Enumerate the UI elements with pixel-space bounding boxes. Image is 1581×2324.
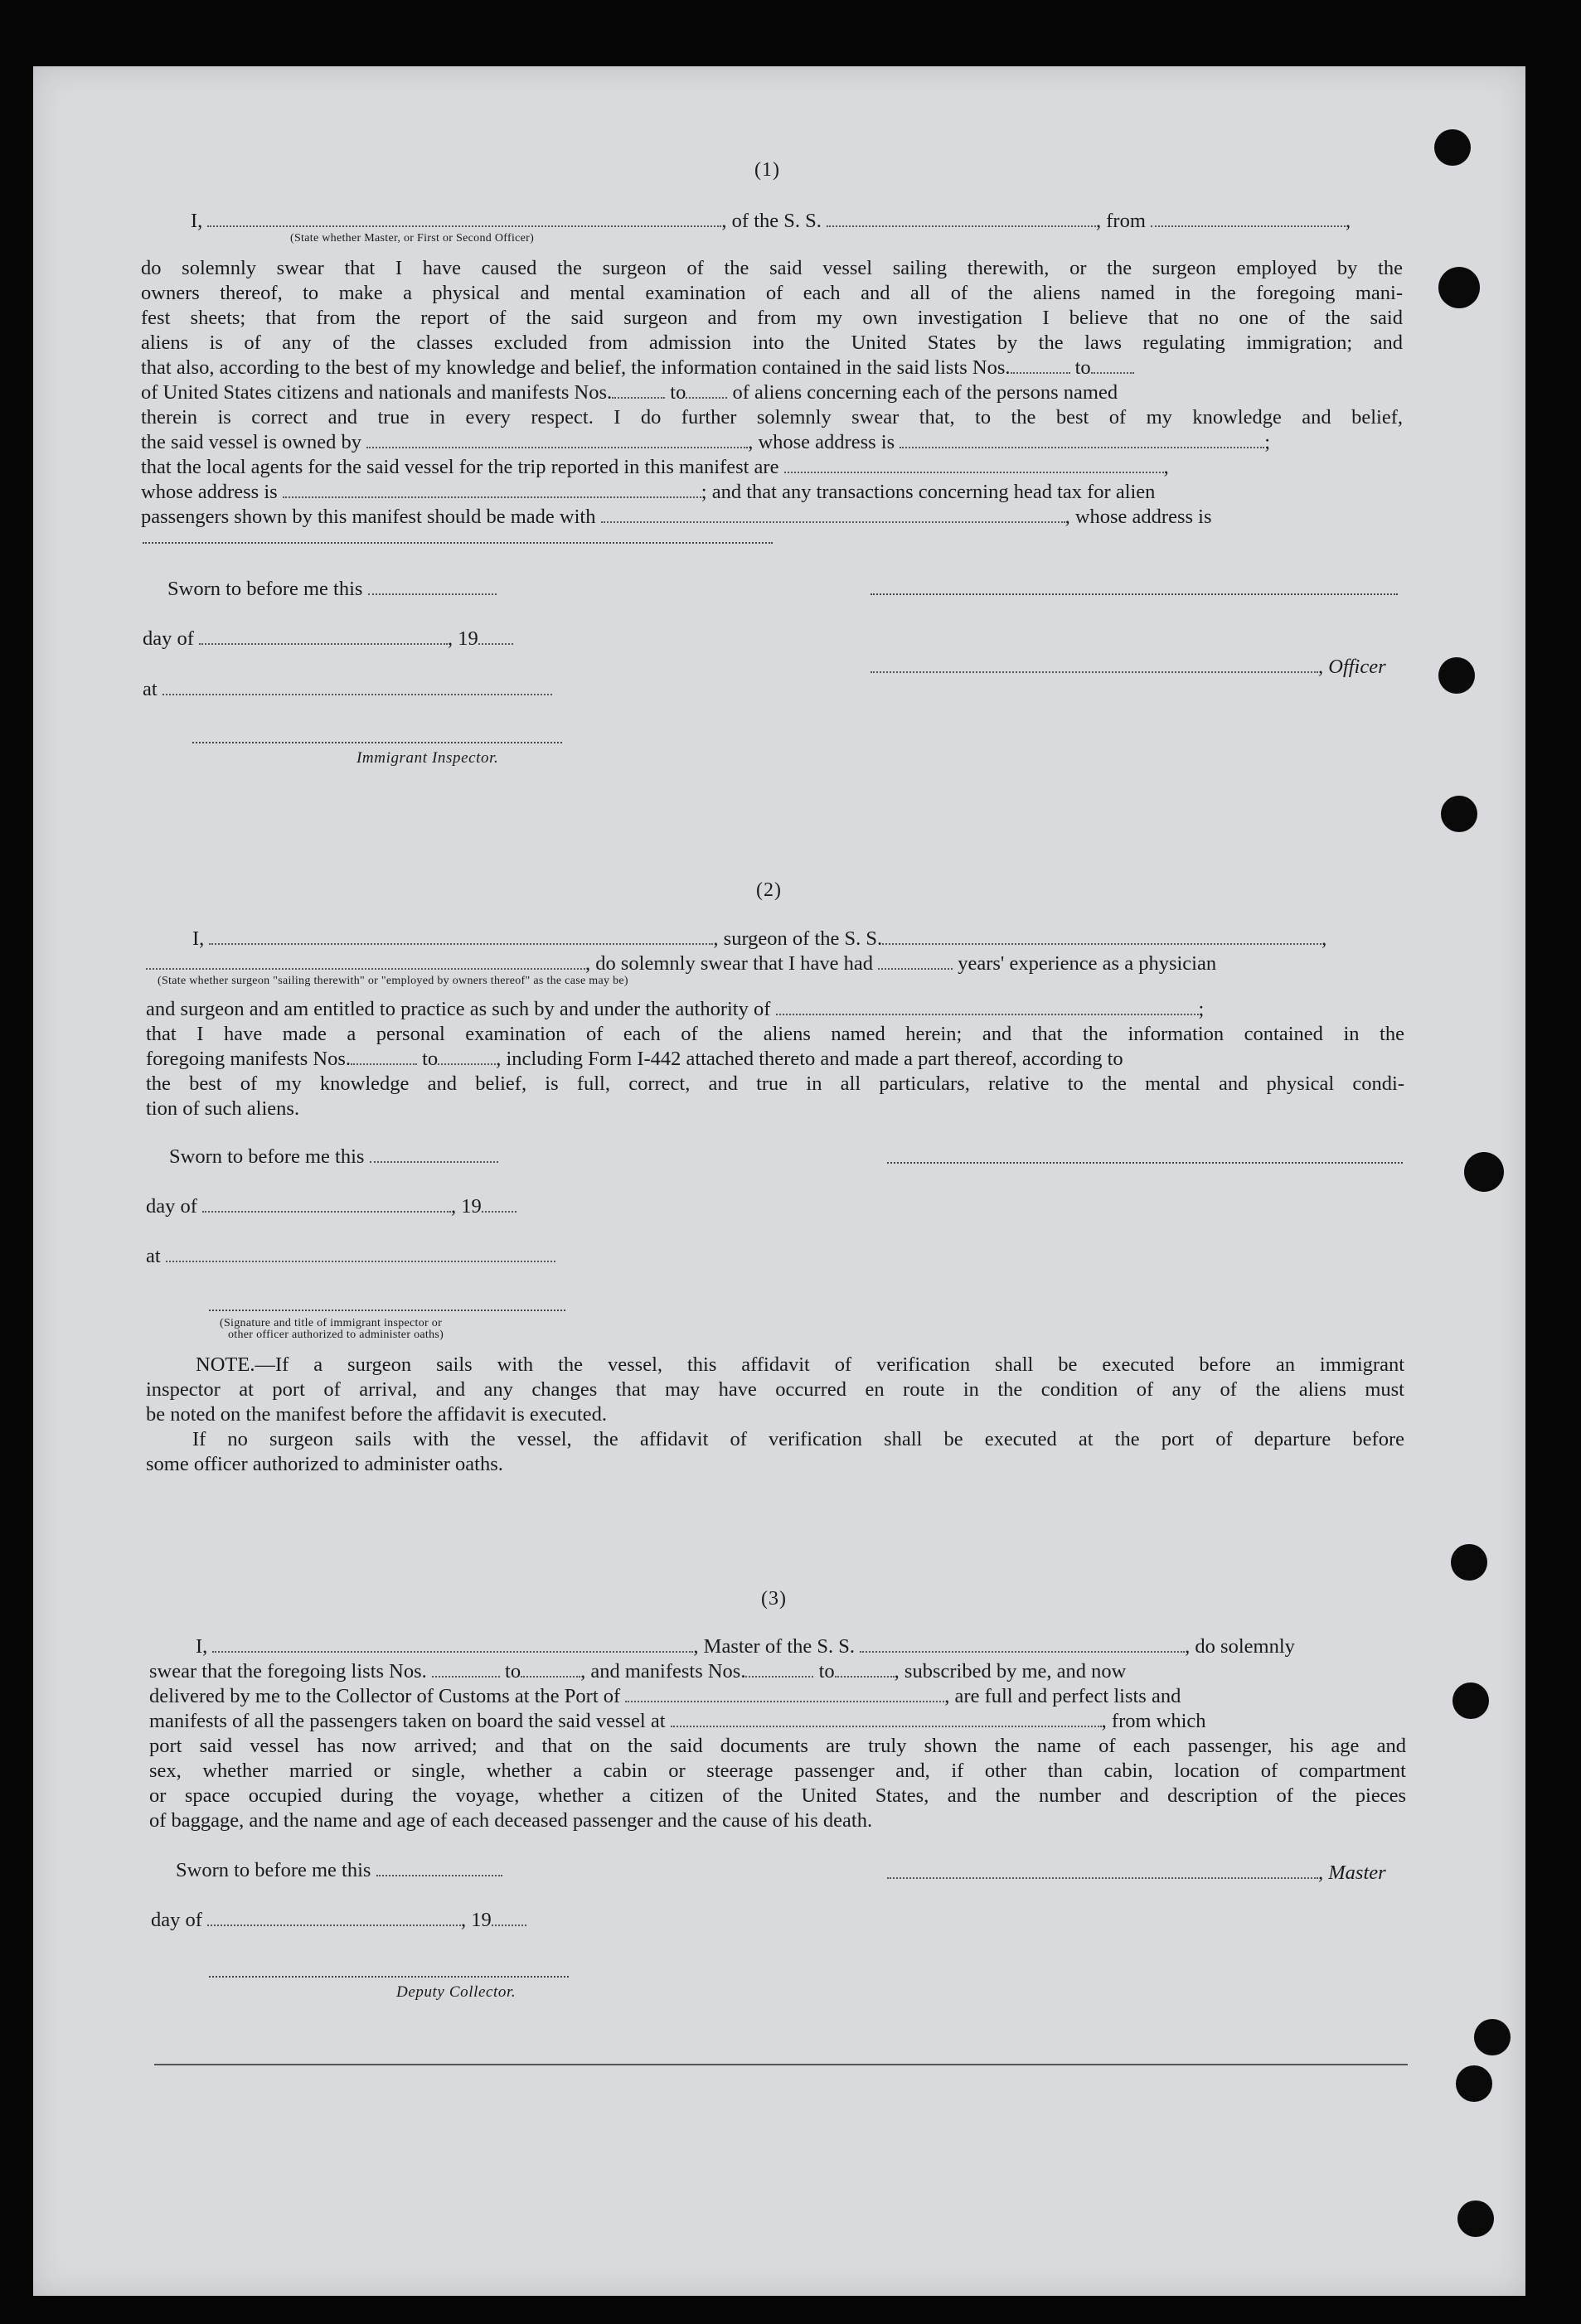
section-2-line-7: tion of such aliens. (146, 1097, 300, 1120)
section-1-address-line (143, 540, 773, 544)
section-1-body-2: owners thereof, to make a physical and mental examination of each and all of the aliens named in the foregoing mani- (141, 282, 1403, 304)
punch-hole (1441, 796, 1477, 832)
punch-hole (1452, 1682, 1489, 1719)
section-3-day-of: day of , 19 (151, 1908, 526, 1933)
section-2-inspector-line (209, 1308, 565, 1311)
bottom-rule (154, 2064, 1408, 2065)
punch-hole (1456, 2065, 1492, 2102)
punch-hole (1464, 1152, 1504, 1192)
section-3-body-1: port said vessel has now arrived; and that on the said documents are truly shown the name of each passenger, his age and (149, 1735, 1406, 1757)
punch-hole (1457, 2201, 1494, 2237)
section-2-number: (2) (756, 879, 782, 901)
section-1-lists-nos: that also, according to the best of my knowledge and belief, the information contained in the said lists Nos. to (141, 356, 1134, 380)
section-3-number: (3) (761, 1588, 787, 1610)
section-2-line-2: , do solemnly swear that I have had years' experience as a physician (146, 951, 1216, 976)
section-3-last-line: of baggage, and the name and age of each deceased passenger and the cause of his death. (149, 1809, 873, 1832)
officer-signature-line-1 (871, 592, 1398, 595)
section-2-day-of: day of , 19 (146, 1194, 516, 1219)
section-3-body-2: sex, whether married or single, whether a cabin or steerage passenger and, if other than cabin, location of compartment (149, 1760, 1406, 1782)
punch-hole (1438, 267, 1480, 308)
immigrant-inspector-caption: Immigrant Inspector. (356, 749, 499, 767)
punch-hole (1434, 129, 1471, 166)
section-3-sworn: Sworn to before me this (176, 1858, 502, 1883)
note-line-3: be noted on the manifest before the affidavit is executed. (146, 1403, 608, 1426)
section-1-body-1: do solemnly swear that I have caused the surgeon of the said vessel sailing therewith, or the surgeon employed by the (141, 257, 1403, 279)
master-signature: , Master (887, 1861, 1386, 1886)
section-1-line-1: I, , of the S. S. , from , (191, 210, 1351, 232)
note2-line-1: If no surgeon sails with the vessel, the affidavit of verification shall be executed at the port of departure before (192, 1428, 1404, 1450)
section-1-at: at (143, 677, 552, 702)
section-1-correct: therein is correct and true in every respect. I do further solemnly swear that, to the best of my knowledge and belief, (141, 406, 1403, 428)
section-1-body-3: fest sheets; that from the report of the said surgeon and from my own investigation I believe that no one of the said (141, 307, 1403, 329)
punch-hole (1438, 657, 1475, 694)
section-2-line-1: I, , surgeon of the S. S. , (192, 927, 1327, 950)
collector-signature-line (209, 1974, 569, 1978)
signature-caption-2: other officer authorized to administer oaths) (228, 1329, 444, 1341)
note-line-1: NOTE.—If a surgeon sails with the vessel, this affidavit of verification shall be executed before an immigrant (196, 1353, 1404, 1376)
section-1-passengers: passengers shown by this manifest should be made with , whose address is (141, 506, 1212, 528)
punch-hole (1474, 2019, 1511, 2055)
section-3-line-1: I, , Master of the S. S. , do solemnly (196, 1635, 1295, 1658)
section-1-body-4: aliens is of any of the classes excluded from admission into the United States by the laws regulating immigration; and (141, 332, 1403, 354)
section-3-line-2: swear that the foregoing lists Nos. to , and manifests Nos. to , subscribed by me, and now (149, 1660, 1127, 1682)
section-2-line-4: that I have made a personal examination of each of the aliens named herein; and that the information contained in the (146, 1023, 1404, 1045)
section-2-line-6: the best of my knowledge and belief, is full, correct, and true in all particulars, relative to the mental and physical condi- (146, 1072, 1404, 1095)
surgeon-caption: (State whether surgeon "sailing therewith" or "employed by owners thereof" as the case may be) (158, 975, 628, 987)
deputy-collector-caption: Deputy Collector. (396, 1983, 516, 2001)
note2-line-2: some officer authorized to administer oaths. (146, 1453, 503, 1475)
note-line-2: inspector at port of arrival, and any changes that may have occurred en route in the condition of any of the aliens must (146, 1378, 1404, 1401)
officer-caption: (State whether Master, or First or Second Officer) (290, 232, 535, 245)
section-1-citizens: of United States citizens and nationals and manifests Nos. to of aliens concerning each of the persons named (141, 381, 1118, 404)
section-1-sworn: Sworn to before me this (167, 577, 497, 602)
section-1-whose-address: whose address is ; and that any transactions concerning head tax for alien (141, 481, 1156, 503)
punch-hole (1451, 1544, 1487, 1581)
section-2-line-5: foregoing manifests Nos. to , including Form I-442 attached thereto and made a part thereof, according to (146, 1048, 1123, 1070)
section-1-agents: that the local agents for the said vessel for the trip reported in this manifest are , (141, 456, 1169, 478)
section-2-sworn: Sworn to before me this (169, 1145, 498, 1169)
officer-signature: , Officer (871, 655, 1386, 680)
section-1-day-of: day of , 19 (143, 627, 513, 651)
section-3-body-3: or space occupied during the voyage, whether a citizen of the United States, and the number and description of the pieces (149, 1784, 1406, 1807)
section-2-line-3: and surgeon and am entitled to practice as such by and under the authority of ; (146, 998, 1205, 1020)
inspector-signature-line (192, 740, 562, 743)
surgeon-signature-line (887, 1160, 1403, 1164)
section-2-at: at (146, 1244, 555, 1269)
signature-caption-1: (Signature and title of immigrant inspector or (220, 1317, 443, 1329)
section-3-line-3: delivered by me to the Collector of Customs at the Port of , are full and perfect lists and (149, 1685, 1181, 1707)
section-1-owned-by: the said vessel is owned by , whose address is ; (141, 431, 1271, 453)
section-3-line-4: manifests of all the passengers taken on board the said vessel at , from which (149, 1710, 1206, 1732)
section-1-number: (1) (754, 159, 780, 181)
